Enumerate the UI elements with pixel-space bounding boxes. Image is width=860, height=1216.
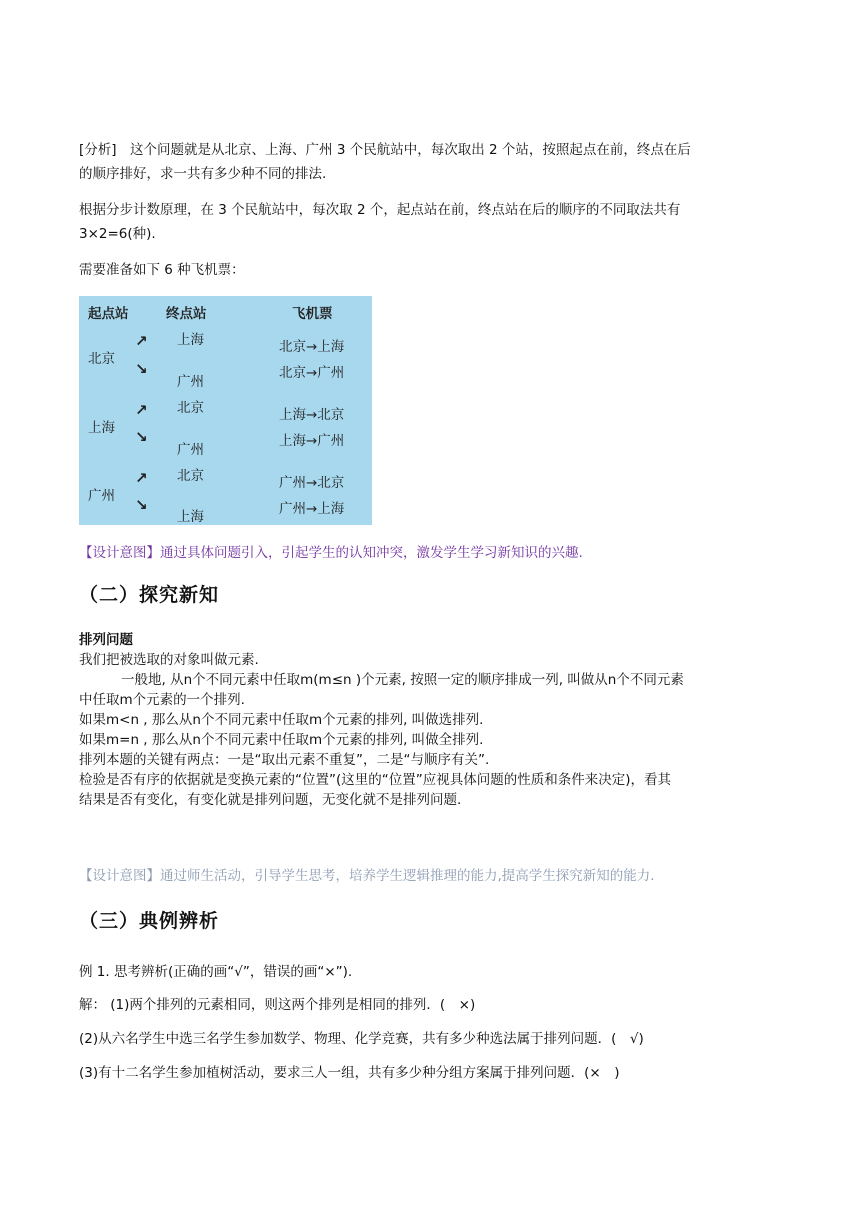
analysis-line-2: 的顺序排好，求一共有多少种不同的排法. — [79, 166, 327, 182]
start-station-2: 上海 — [88, 420, 115, 436]
definition-line-2: 一般地, 从n个不同元素中任取m(m≤n )个元素, 按照一定的顺序排成一列, 叫做从n个不同元素 — [121, 672, 684, 688]
ticket-1b: 北京→广州 — [279, 365, 345, 381]
ticket-2a: 上海→北京 — [279, 407, 345, 423]
dest-station-2a: 北京 — [177, 400, 204, 416]
example-title: 例 1. 思考辨析(正确的画“√”，错误的画“×”). — [79, 964, 353, 980]
design-intent-2: 【设计意图】通过师生活动，引导学生思考，培养学生逻辑推理的能力,提高学生探究新知的能力. — [79, 868, 655, 884]
arrow-up-icon: ↗ — [135, 332, 148, 350]
section-3-title: （三）典例辨析 — [79, 910, 220, 932]
prepare-text: 需要准备如下 6 种飞机票： — [79, 262, 245, 278]
definition-line-4: 如果m<n , 那么从n个不同元素中任取m个元素的排列, 叫做选排列. — [79, 712, 484, 728]
example-item-2: (2)从六名学生中选三名学生参加数学、物理、化学竞赛，共有多少种选法属于排列问题．( √) — [79, 1031, 644, 1047]
example-item-3: (3)有十二名学生参加植树活动，要求三人一组，共有多少种分组方案属于排列问题．(× ) — [79, 1065, 620, 1081]
definition-line-1: 我们把被选取的对象叫做元素. — [79, 652, 259, 668]
dest-station-1a: 上海 — [177, 332, 204, 348]
analysis-line-1: [分析] 这个问题就是从北京、上海、广州 3 个民航站中，每次取出 2 个站，按照起点在前，终点在后 — [79, 142, 691, 158]
start-station-3: 广州 — [88, 488, 115, 504]
arrow-down-icon: ↘ — [135, 496, 148, 514]
definition-line-8: 结果是否有变化，有变化就是排列问题，无变化就不是排列问题. — [79, 792, 462, 808]
example-item-1: 解： (1)两个排列的元素相同，则这两个排列是相同的排列．( ×) — [79, 997, 476, 1013]
dest-station-3b: 上海 — [177, 509, 204, 525]
definition-line-7: 检验是否有序的依据就是变换元素的“位置”(这里的“位置”应视具体问题的性质和条件来决定)，看其 — [79, 772, 672, 788]
ticket-1a: 北京→上海 — [279, 339, 345, 355]
arrow-up-icon: ↗ — [135, 401, 148, 419]
definition-line-3: 中任取m个元素的一个排列. — [79, 692, 245, 708]
section-2-title: （二）探究新知 — [79, 584, 220, 606]
ticket-2b: 上海→广州 — [279, 433, 345, 449]
header-start: 起点站 — [88, 306, 129, 322]
header-dest: 终点站 — [166, 306, 207, 322]
permutation-title: 排列问题 — [79, 632, 133, 648]
analysis-paragraph — [79, 138, 779, 186]
dest-station-3a: 北京 — [177, 468, 204, 484]
principle-line-1: 根据分步计数原理，在 3 个民航站中，每次取 2 个，起点站在前，终点站在后的顺序的不同取法共有 — [79, 202, 681, 218]
dest-station-1b: 广州 — [177, 374, 204, 390]
start-station-1: 北京 — [88, 351, 115, 367]
definition-line-6: 排列本题的关键有两点：一是“取出元素不重复”，二是“与顺序有关”. — [79, 752, 490, 768]
permutation-block — [79, 630, 779, 810]
dest-station-2b: 广州 — [177, 442, 204, 458]
ticket-3a: 广州→北京 — [279, 475, 345, 491]
principle-paragraph — [79, 198, 779, 246]
ticket-table — [79, 296, 372, 525]
design-intent-1: 【设计意图】通过具体问题引入，引起学生的认知冲突，激发学生学习新知识的兴趣. — [79, 545, 583, 561]
principle-line-2: 3×2=6(种). — [79, 226, 156, 242]
arrow-down-icon: ↘ — [135, 360, 148, 378]
arrow-down-icon: ↘ — [135, 428, 148, 446]
header-ticket: 飞机票 — [292, 306, 333, 322]
definition-line-5: 如果m=n , 那么从n个不同元素中任取m个元素的排列, 叫做全排列. — [79, 732, 484, 748]
ticket-3b: 广州→上海 — [279, 501, 345, 517]
arrow-up-icon: ↗ — [135, 469, 148, 487]
